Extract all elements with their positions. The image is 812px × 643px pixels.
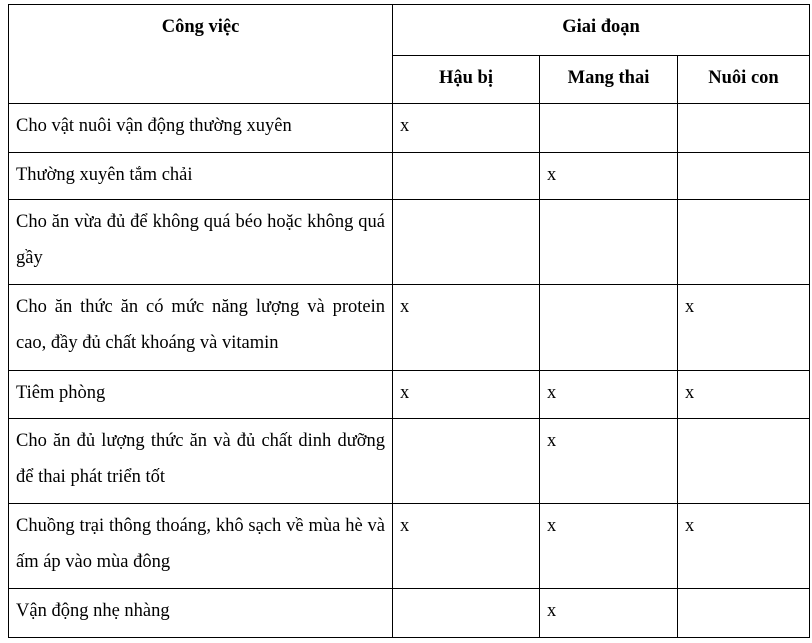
stage-mark-cell: x — [540, 153, 678, 200]
stage-mark-cell — [678, 589, 810, 638]
stage-mark-cell: x — [393, 104, 540, 153]
task-cell: Cho vật nuôi vận động thường xuyên — [9, 104, 393, 153]
care-stage-table — [8, 4, 810, 638]
table-row — [9, 589, 810, 638]
header-task: Công việc — [9, 5, 393, 104]
stage-mark-cell: x — [678, 504, 810, 589]
table-row — [9, 104, 810, 153]
stage-mark-cell: x — [393, 371, 540, 419]
stage-mark-cell — [678, 153, 810, 200]
stage-mark-cell — [678, 104, 810, 153]
stage-mark-cell — [540, 104, 678, 153]
task-cell: Thường xuyên tắm chải — [9, 153, 393, 200]
table-row — [9, 504, 810, 589]
task-cell: Chuồng trại thông thoáng, khô sạch về mùa hè và ấm áp vào mùa đông — [9, 504, 393, 589]
task-cell: Cho ăn thức ăn có mức năng lượng và protein cao, đầy đủ chất khoáng và vitamin — [9, 285, 393, 371]
stage-mark-cell: x — [540, 419, 678, 504]
stage-mark-cell: x — [678, 285, 810, 371]
stage-mark-cell — [540, 200, 678, 285]
table-row — [9, 153, 810, 200]
stage-mark-cell — [393, 200, 540, 285]
table-row — [9, 200, 810, 285]
table-row — [9, 371, 810, 419]
header-stage: Nuôi con — [678, 56, 810, 104]
stage-mark-cell: x — [393, 504, 540, 589]
stage-mark-cell: x — [540, 589, 678, 638]
stage-mark-cell — [678, 200, 810, 285]
stage-mark-cell — [540, 285, 678, 371]
stage-mark-cell — [678, 419, 810, 504]
table-row — [9, 285, 810, 371]
table-row — [9, 419, 810, 504]
stage-mark-cell: x — [540, 371, 678, 419]
task-cell: Cho ăn vừa đủ để không quá béo hoặc không quá gầy — [9, 200, 393, 285]
task-cell: Vận động nhẹ nhàng — [9, 589, 393, 638]
stage-mark-cell: x — [540, 504, 678, 589]
task-cell: Cho ăn đủ lượng thức ăn và đủ chất dinh dưỡng để thai phát triển tốt — [9, 419, 393, 504]
task-cell: Tiêm phòng — [9, 371, 393, 419]
stage-mark-cell — [393, 589, 540, 638]
header-stage-group: Giai đoạn — [393, 5, 810, 56]
stage-mark-cell — [393, 153, 540, 200]
stage-mark-cell — [393, 419, 540, 504]
stage-mark-cell: x — [678, 371, 810, 419]
header-stage: Mang thai — [540, 56, 678, 104]
stage-mark-cell: x — [393, 285, 540, 371]
header-stage: Hậu bị — [393, 56, 540, 104]
